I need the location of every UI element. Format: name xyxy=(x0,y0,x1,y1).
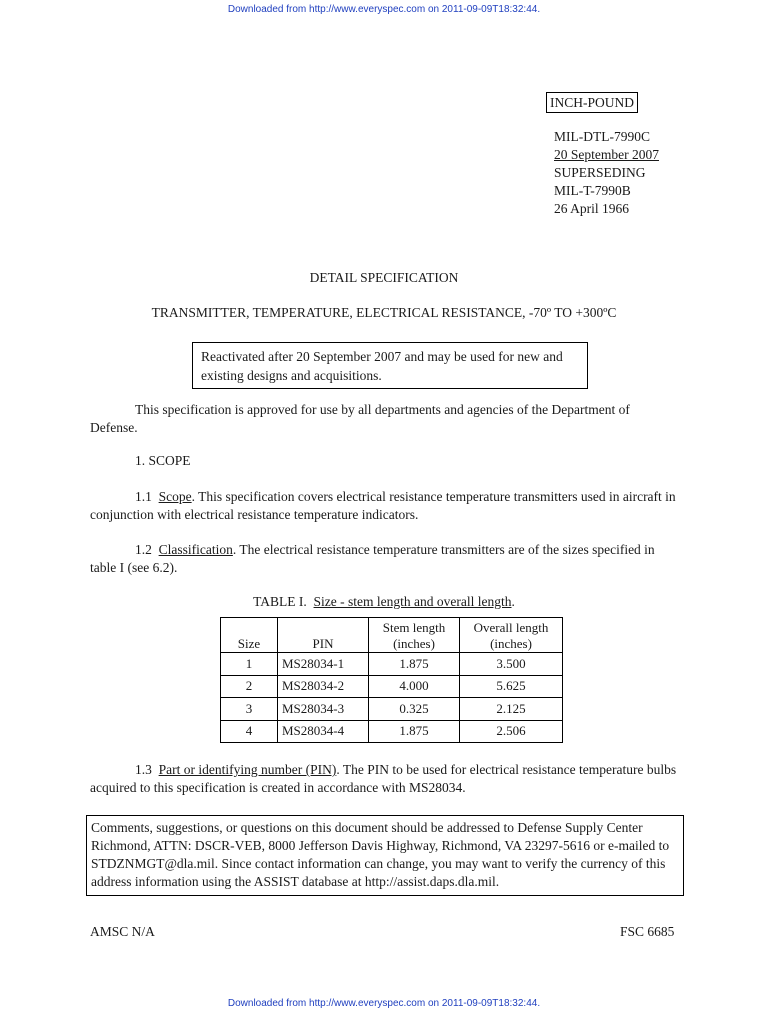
table-label: TABLE I. xyxy=(253,594,307,609)
superseding-label: SUPERSEDING xyxy=(554,165,646,180)
cell-overall-length: 2.125 xyxy=(460,698,563,721)
paragraph-1-2 xyxy=(90,541,680,577)
cell-size: 4 xyxy=(221,720,278,743)
cell-stem-length: 1.875 xyxy=(369,653,460,676)
paragraph-1-3 xyxy=(90,761,680,797)
comments-box: Comments, suggestions, or questions on this document should be addressed to Defense Supply Center Richmond, ATTN: DSCR-VEB, 8000 Jefferson Davis Highway, Richmond, VA 23297-5616 or e-mailed to STDZNMGT@dla.mil. Since contact information can change, you may want to verify the currency of this address information using the ASSIST database at http://assist.daps.dla.mil. xyxy=(86,815,684,896)
cell-pin: MS28034-1 xyxy=(278,653,369,676)
cell-pin: MS28034-4 xyxy=(278,720,369,743)
table-header-row xyxy=(221,618,563,653)
header-overall-length-line1: Overall length xyxy=(473,620,549,635)
table-caption-period: . xyxy=(511,594,515,609)
header-size: Size xyxy=(221,618,278,653)
document-title: DETAIL SPECIFICATION xyxy=(309,270,459,285)
superseded-date: 26 April 1966 xyxy=(554,201,630,216)
table-row xyxy=(221,698,563,721)
section-heading-scope: 1. SCOPE xyxy=(135,453,191,468)
paragraph-1-1 xyxy=(90,488,680,524)
paragraph-number: 1.1 xyxy=(135,489,152,504)
reactivation-notice: Reactivated after 20 September 2007 and may be used for new and existing designs and acquisitions. xyxy=(192,342,588,389)
download-notice-bottom: Downloaded from http://www.everyspec.com on 2011-09-09T18:32:44. xyxy=(227,998,541,1009)
paragraph-text: . The PIN to be used for electrical resistance temperature bulbs acquired to this specification is created in accordance with MS28034. xyxy=(90,762,677,795)
header-stem-length-line2: (inches) xyxy=(393,636,435,651)
cell-overall-length: 5.625 xyxy=(460,675,563,698)
table-row xyxy=(221,720,563,743)
cell-stem-length: 4.000 xyxy=(369,675,460,698)
paragraph-number: 1.2 xyxy=(135,542,152,557)
table-row xyxy=(221,675,563,698)
header-stem-length xyxy=(369,618,460,653)
amsc-label: AMSC N/A xyxy=(90,924,155,939)
size-table xyxy=(220,617,563,743)
paragraph-text: . This specification covers electrical resistance temperature transmitters used in aircraft in conjunction with electrical resistance temperature indicators. xyxy=(90,489,676,522)
cell-size: 3 xyxy=(221,698,278,721)
cell-stem-length: 1.875 xyxy=(369,720,460,743)
units-box: INCH-POUND xyxy=(546,92,638,113)
document-id: MIL-DTL-7990C xyxy=(554,129,650,144)
table-row xyxy=(221,653,563,676)
table-caption xyxy=(0,594,768,610)
header-overall-length-line2: (inches) xyxy=(490,636,532,651)
document-date: 20 September 2007 xyxy=(554,147,659,162)
header-pin: PIN xyxy=(278,618,369,653)
paragraph-title: Classification xyxy=(158,542,233,557)
document-header xyxy=(554,128,659,218)
cell-stem-length: 0.325 xyxy=(369,698,460,721)
cell-overall-length: 2.506 xyxy=(460,720,563,743)
paragraph-title: Part or identifying number (PIN) xyxy=(158,762,337,777)
approval-statement: This specification is approved for use by all departments and agencies of the Department of Defense. xyxy=(90,402,630,435)
document-subtitle: TRANSMITTER, TEMPERATURE, ELECTRICAL RESISTANCE, -70º TO +300ºC xyxy=(151,305,617,320)
paragraph-number: 1.3 xyxy=(135,762,152,777)
download-notice-top: Downloaded from http://www.everyspec.com on 2011-09-09T18:32:44. xyxy=(227,4,541,15)
paragraph-text: . The electrical resistance temperature transmitters are of the sizes specified in table I (see 6.2). xyxy=(90,542,655,575)
header-stem-length-line1: Stem length xyxy=(382,620,446,635)
header-overall-length xyxy=(460,618,563,653)
cell-size: 2 xyxy=(221,675,278,698)
table-caption-text: Size - stem length and overall length xyxy=(313,594,512,609)
cell-overall-length: 3.500 xyxy=(460,653,563,676)
superseded-id: MIL-T-7990B xyxy=(554,183,631,198)
fsc-label: FSC 6685 xyxy=(620,924,675,939)
cell-size: 1 xyxy=(221,653,278,676)
paragraph-title: Scope xyxy=(158,489,192,504)
cell-pin: MS28034-3 xyxy=(278,698,369,721)
cell-pin: MS28034-2 xyxy=(278,675,369,698)
